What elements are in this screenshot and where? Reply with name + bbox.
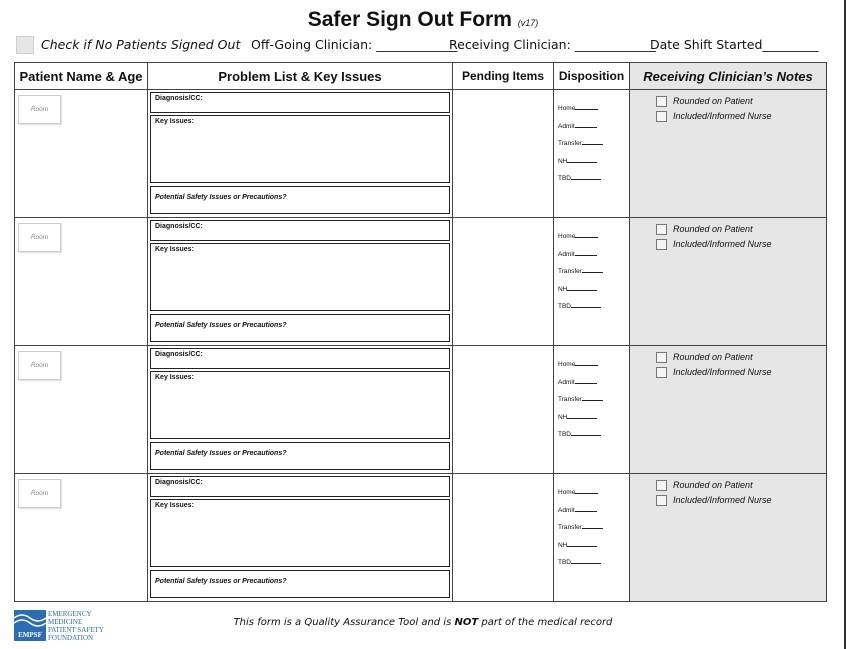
disposition-line — [582, 521, 603, 529]
notes-checkbox-item[interactable] — [656, 495, 772, 506]
disposition-label: NH — [558, 158, 568, 165]
pending-items-cell[interactable] — [453, 474, 554, 602]
checkbox[interactable] — [656, 495, 667, 506]
disposition-label: Home — [558, 489, 576, 496]
receiving-notes-cell[interactable] — [630, 218, 827, 346]
notes-checkbox-item[interactable] — [656, 224, 753, 235]
no-patients-label: Check if No Patients Signed Out — [41, 37, 241, 52]
disposition-line — [575, 230, 598, 238]
patient-name-cell[interactable] — [15, 346, 148, 474]
disposition-label: Admit — [558, 123, 575, 130]
disposition-line — [582, 393, 603, 401]
disposition-label: NH — [558, 542, 568, 549]
disposition-line — [567, 411, 597, 419]
col-notes-header: Receiving Clinician’s Notes — [630, 63, 827, 90]
disposition-option[interactable] — [558, 428, 601, 438]
disposition-line — [582, 137, 603, 145]
footer-post: part of the medical record — [478, 617, 613, 628]
safety-issues-field[interactable]: Potential Safety Issues or Precautions? — [150, 314, 450, 342]
disposition-line — [571, 300, 601, 308]
footer-note — [0, 617, 846, 628]
diagnosis-field[interactable]: Diagnosis/CC: — [150, 348, 450, 369]
disposition-label: Home — [558, 361, 576, 368]
disposition-line — [575, 358, 598, 366]
checkbox-label: Included/Informed Nurse — [673, 239, 772, 249]
footer-pre: This form is a Quality Assurance Tool and is — [233, 617, 455, 628]
disposition-label: TBD — [558, 559, 571, 566]
room-box[interactable]: Room — [18, 351, 61, 380]
key-issues-field[interactable]: Key Issues: — [150, 371, 450, 439]
problem-list-cell — [148, 90, 453, 218]
logo-mark — [14, 610, 46, 641]
disposition-option[interactable] — [558, 411, 597, 421]
notes-checkbox-item[interactable] — [656, 480, 753, 491]
notes-checkbox-item[interactable] — [656, 239, 772, 250]
disposition-line — [582, 265, 603, 273]
checkbox[interactable] — [656, 96, 667, 107]
checkbox-label: Rounded on Patient — [673, 480, 753, 490]
disposition-label: Transfer — [558, 140, 582, 147]
checkbox-label: Included/Informed Nurse — [673, 495, 772, 505]
disposition-option[interactable] — [558, 137, 603, 147]
disposition-line — [575, 102, 598, 110]
patient-row — [15, 90, 827, 218]
col-pending-header: Pending Items — [453, 63, 554, 90]
logo-name — [48, 610, 104, 642]
disposition-option[interactable] — [558, 300, 601, 310]
disposition-line — [575, 504, 597, 512]
disposition-label: Transfer — [558, 524, 582, 531]
key-issues-field[interactable]: Key Issues: — [150, 499, 450, 567]
col-patient-header: Patient Name & Age — [15, 63, 148, 90]
safety-issues-field[interactable]: Potential Safety Issues or Precautions? — [150, 186, 450, 214]
signout-table — [14, 62, 827, 602]
disposition-label: TBD — [558, 431, 571, 438]
problem-list-cell — [148, 218, 453, 346]
disposition-line — [575, 376, 597, 384]
logo-line: MEDICINE — [48, 618, 83, 626]
notes-checkbox-item[interactable] — [656, 352, 753, 363]
checkbox-label: Rounded on Patient — [673, 224, 753, 234]
pending-items-cell[interactable] — [453, 218, 554, 346]
disposition-label: Home — [558, 233, 576, 240]
logo-line: FOUNDATION — [48, 634, 94, 642]
problem-list-cell — [148, 474, 453, 602]
notes-checkbox-item[interactable] — [656, 96, 753, 107]
footer-bold: NOT — [454, 617, 479, 628]
checkbox[interactable] — [656, 239, 667, 250]
receiving-notes-cell[interactable] — [630, 474, 827, 602]
date-shift-field[interactable]: Date Shift Started_________ — [650, 37, 819, 52]
safety-issues-field[interactable]: Potential Safety Issues or Precautions? — [150, 570, 450, 598]
table-header-row — [15, 63, 827, 90]
disposition-cell — [554, 346, 630, 474]
disposition-option[interactable] — [558, 155, 597, 165]
disposition-option[interactable] — [558, 539, 597, 549]
notes-checkbox-item[interactable] — [656, 111, 772, 122]
disposition-cell — [554, 90, 630, 218]
disposition-line — [567, 539, 597, 547]
disposition-cell — [554, 474, 630, 602]
disposition-line — [567, 283, 597, 291]
disposition-label: TBD — [558, 303, 571, 310]
disposition-label: TBD — [558, 175, 571, 182]
patient-row — [15, 218, 827, 346]
disposition-option[interactable] — [558, 265, 603, 275]
disposition-label: NH — [558, 286, 568, 293]
key-issues-field[interactable]: Key Issues: — [150, 243, 450, 311]
disposition-option[interactable] — [558, 172, 601, 182]
disposition-line — [571, 428, 601, 436]
disposition-option[interactable] — [558, 504, 597, 514]
diagnosis-field[interactable]: Diagnosis/CC: — [150, 476, 450, 497]
checkbox-label: Included/Informed Nurse — [673, 111, 772, 121]
disposition-option[interactable] — [558, 248, 597, 258]
disposition-label: Admit — [558, 251, 575, 258]
pending-items-cell[interactable] — [453, 346, 554, 474]
patient-name-cell[interactable] — [15, 218, 148, 346]
diagnosis-field[interactable]: Diagnosis/CC: — [150, 92, 450, 113]
col-disposition-header: Disposition — [554, 63, 630, 90]
disposition-option[interactable] — [558, 120, 597, 130]
disposition-label: NH — [558, 414, 568, 421]
room-box[interactable]: Room — [18, 95, 61, 124]
room-box[interactable]: Room — [18, 223, 61, 252]
off-going-clinician-field[interactable]: Off-Going Clinician: _____________ — [251, 37, 458, 52]
notes-checkbox-item[interactable] — [656, 367, 772, 378]
checkbox[interactable] — [656, 352, 667, 363]
form-title — [0, 8, 846, 32]
room-box[interactable]: Room — [18, 479, 61, 508]
safety-issues-field[interactable]: Potential Safety Issues or Precautions? — [150, 442, 450, 470]
disposition-option[interactable] — [558, 358, 598, 368]
checkbox[interactable] — [656, 480, 667, 491]
disposition-option[interactable] — [558, 376, 597, 386]
disposition-cell — [554, 218, 630, 346]
problem-list-cell — [148, 346, 453, 474]
disposition-option[interactable] — [558, 556, 601, 566]
disposition-option[interactable] — [558, 486, 598, 496]
disposition-line — [571, 172, 601, 180]
checkbox-label: Rounded on Patient — [673, 352, 753, 362]
key-issues-field[interactable]: Key Issues: — [150, 115, 450, 183]
version-label: (v17) — [517, 18, 539, 28]
checkbox-label: Included/Informed Nurse — [673, 367, 772, 377]
disposition-option[interactable] — [558, 521, 603, 531]
disposition-label: Home — [558, 105, 576, 112]
diagnosis-field[interactable]: Diagnosis/CC: — [150, 220, 450, 241]
checkbox[interactable] — [656, 224, 667, 235]
receiving-notes-cell[interactable] — [630, 346, 827, 474]
checkbox[interactable] — [656, 367, 667, 378]
patient-name-cell[interactable] — [15, 474, 148, 602]
disposition-option[interactable] — [558, 283, 597, 293]
disposition-line — [575, 248, 597, 256]
disposition-label: Admit — [558, 507, 575, 514]
logo-line: PATIENT SAFETY — [48, 626, 104, 634]
patient-row — [15, 346, 827, 474]
logo-mark-text: EMPSF — [18, 631, 42, 639]
disposition-line — [571, 556, 601, 564]
logo-line: EMERGENCY — [48, 610, 92, 618]
disposition-line — [575, 486, 598, 494]
disposition-label: Transfer — [558, 268, 582, 275]
disposition-line — [575, 120, 597, 128]
receiving-clinician-field[interactable]: Receiving Clinician: _____________ — [449, 37, 656, 52]
patient-row — [15, 474, 827, 602]
wave-icon — [14, 610, 46, 630]
empsf-logo — [14, 610, 118, 642]
disposition-label: Transfer — [558, 396, 582, 403]
no-patients-checkbox[interactable] — [16, 36, 34, 54]
patient-name-cell[interactable] — [15, 90, 148, 218]
col-problems-header: Problem List & Key Issues — [148, 63, 453, 90]
checkbox-label: Rounded on Patient — [673, 96, 753, 106]
disposition-label: Admit — [558, 379, 575, 386]
disposition-option[interactable] — [558, 393, 603, 403]
disposition-option[interactable] — [558, 102, 598, 112]
disposition-option[interactable] — [558, 230, 598, 240]
pending-items-cell[interactable] — [453, 90, 554, 218]
title-text: Safer Sign Out Form — [307, 8, 512, 31]
disposition-line — [567, 155, 597, 163]
receiving-notes-cell[interactable] — [630, 90, 827, 218]
checkbox[interactable] — [656, 111, 667, 122]
